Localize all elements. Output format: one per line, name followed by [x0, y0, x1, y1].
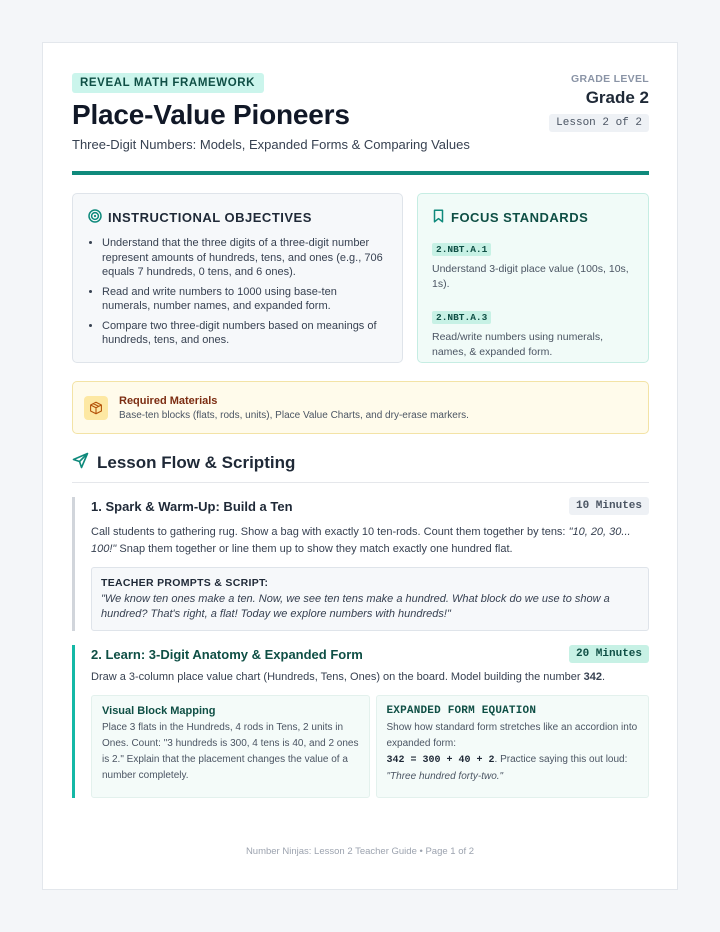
learn-section: [72, 645, 649, 798]
list-item: • Understand that the three digits of a three-digit number represent amounts of hundreds, tens, and ones (e.g., 706 equals 7 hundreds, 0 tens, and 6 ones).: [102, 236, 386, 280]
section-header: [91, 497, 649, 515]
standards-heading: [432, 209, 634, 226]
script-label: TEACHER PROMPTS & SCRIPT:: [101, 577, 269, 589]
section-text: [91, 669, 649, 686]
model-number: 342: [583, 671, 602, 683]
section-text-part: Draw a 3-column place value chart (Hundreds, Tens, Ones) on the board. Model building the number: [91, 671, 584, 683]
grade-block: [549, 73, 649, 132]
materials-callout: [72, 381, 649, 434]
page-title: Place-Value Pioneers: [72, 99, 350, 130]
objectives-heading: [88, 209, 386, 226]
warmup-section: [72, 497, 649, 631]
materials-body: [119, 395, 469, 421]
expanded-form-title: EXPANDED FORM EQUATION: [386, 705, 537, 717]
standard-code: 2.NBT.A.3: [432, 311, 491, 324]
standard-item: [432, 307, 634, 360]
section-header: [91, 645, 649, 663]
script-text: "We know ten ones make a ten. Now, we see ten tens make a hundred. What block do we use to show a hundred? That's right, a flat! Today we explore numbers with hundreds!": [101, 593, 610, 620]
standards-title: FOCUS STANDARDS: [451, 210, 589, 225]
materials-title: Required Materials: [119, 394, 218, 407]
document-page: [42, 42, 678, 890]
objectives-list: [88, 236, 386, 348]
standard-code: 2.NBT.A.1: [432, 243, 491, 256]
send-icon: [72, 452, 89, 474]
list-item: • Read and write numbers to 1000 using base-ten numerals, number names, and expanded form.: [102, 285, 386, 314]
section-title: 1. Spark & Warm-Up: Build a Ten: [91, 498, 293, 514]
objectives-card: [72, 193, 403, 363]
materials-text: Base-ten blocks (flats, rods, units), Place Value Charts, and dry-erase markers.: [119, 409, 469, 421]
section-text-part: .: [601, 671, 606, 683]
info-cards: [72, 193, 649, 363]
page-footer: Number Ninjas: Lesson 2 Teacher Guide • Page 1 of 2: [245, 846, 475, 857]
expanded-form-box: [376, 695, 650, 798]
list-item: • Compare two three-digit numbers based on meanings of hundreds, tens, and ones.: [102, 319, 386, 348]
visual-mapping-title: Visual Block Mapping: [102, 705, 216, 717]
page-header: [72, 73, 649, 167]
standards-card: [417, 193, 649, 363]
page-content: [72, 73, 649, 798]
learn-columns: [91, 695, 649, 798]
lesson-pill: Lesson 2 of 2: [549, 114, 649, 132]
header-divider: [72, 171, 649, 175]
duration-badge: 10 Minutes: [569, 497, 649, 515]
box-icon: [84, 396, 108, 420]
expanded-form-intro: Show how standard form stretches like an accordion into expanded form:: [386, 722, 638, 749]
duration-badge: 20 Minutes: [569, 645, 649, 663]
grade-value: Grade 2: [585, 88, 649, 107]
expanded-quote: "Three hundred forty-two.": [386, 771, 504, 782]
page-subtitle: Three-Digit Numbers: Models, Expanded Forms & Comparing Values: [72, 137, 470, 152]
section-title: 2. Learn: 3-Digit Anatomy & Expanded Form: [91, 646, 363, 662]
target-icon: [88, 209, 102, 226]
section-text: [91, 524, 649, 558]
visual-mapping-text: Place 3 flats in the Hundreds, 4 rods in Tens, 2 units in Ones. Count: "3 hundreds is 300, 4 tens is 40, and 2 ones is 2." Explain that the placement changes the value of a number completely.: [102, 722, 359, 781]
visual-mapping-box: [91, 695, 370, 798]
expanded-form-after: . Practice saying this out loud:: [494, 754, 628, 765]
grade-label: GRADE LEVEL: [571, 73, 649, 85]
bookmark-icon: [432, 209, 445, 226]
standard-item: [432, 239, 634, 292]
count-quote: "10, 20, 30... 100!": [91, 526, 631, 555]
teacher-script-box: [91, 567, 649, 631]
lesson-flow-title: Lesson Flow & Scripting: [97, 453, 296, 472]
standard-description: Understand 3-digit place value (100s, 10s, 1s).: [432, 263, 629, 290]
objectives-title: INSTRUCTIONAL OBJECTIVES: [108, 210, 312, 225]
lesson-flow-heading: [72, 452, 649, 483]
section-text-part: Call students to gathering rug. Show a bag with exactly 10 ten-rods. Count them together by tens:: [91, 526, 569, 538]
section-text-part: Snap them together or line them up to show they match exactly one hundred flat.: [116, 543, 513, 555]
standard-description: Read/write numbers using numerals, names, & expanded form.: [432, 331, 603, 358]
framework-badge: REVEAL MATH FRAMEWORK: [72, 73, 264, 93]
expanded-equation: 342 = 300 + 40 + 2: [386, 755, 495, 766]
expanded-form-text: [387, 720, 639, 785]
